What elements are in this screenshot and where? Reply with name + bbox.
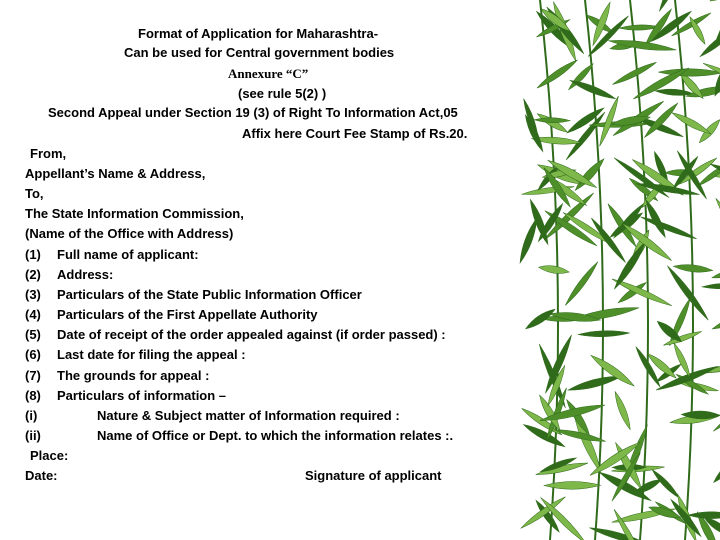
bamboo-leaf — [611, 60, 658, 87]
subitem-text: Name of Office or Dept. to which the information relates :. — [97, 428, 454, 443]
bamboo-leaf — [640, 214, 698, 241]
appellant-name-address: Appellant’s Name & Address, — [25, 166, 206, 181]
item-number: (7) — [25, 368, 41, 383]
item-text: Particulars of the First Appellate Authority — [57, 307, 318, 322]
signature-label: Signature of applicant — [305, 468, 442, 483]
to-label: To, — [25, 186, 44, 201]
item-text: Particulars of the State Public Information Officer — [57, 287, 362, 302]
bamboo-leaf — [578, 330, 630, 337]
from-label: From, — [30, 146, 67, 161]
appeal-heading: Second Appeal under Section 19 (3) of Right To Information Act,05 — [48, 105, 458, 120]
item-number: (1) — [25, 247, 41, 262]
item-number: (3) — [25, 287, 41, 302]
bamboo-leaf — [563, 260, 600, 307]
bamboo-leaf — [708, 0, 720, 4]
item-text: Particulars of information – — [57, 388, 227, 403]
bamboo-leaf — [658, 68, 720, 76]
item-number: (4) — [25, 307, 41, 322]
item-number: (6) — [25, 347, 41, 362]
bamboo-leaf — [711, 452, 720, 485]
item-text: Date of receipt of the order appealed against (if order passed) : — [57, 327, 446, 342]
item-number: (2) — [25, 267, 41, 282]
bamboo-leaf — [702, 283, 720, 290]
date-label: Date: — [25, 468, 58, 483]
bamboo-leaf — [711, 309, 720, 332]
place-label: Place: — [30, 448, 69, 463]
item-number: (5) — [25, 327, 41, 342]
item-number: (8) — [25, 388, 41, 403]
bamboo-leaf — [671, 342, 692, 378]
bamboo-leaf — [656, 0, 692, 13]
item-text: The grounds for appeal : — [57, 368, 210, 383]
commission-name: The State Information Commission, — [25, 206, 244, 221]
subitem-text: Nature & Subject matter of Information required : — [97, 408, 400, 423]
bamboo-leaf — [711, 388, 720, 434]
item-text: Last date for filing the appeal : — [57, 347, 246, 362]
annexure-label: Annexure “C” — [228, 66, 309, 81]
title-line-1: Format of Application for Maharashtra- — [138, 26, 379, 41]
bamboo-leaf — [713, 197, 720, 250]
subitem-number: (ii) — [25, 428, 41, 443]
court-fee-stamp-note: Affix here Court Fee Stamp of Rs.20. — [242, 126, 468, 141]
bamboo-leaf — [665, 264, 711, 322]
bamboo-leaf — [712, 0, 720, 46]
bamboo-leaf — [612, 390, 633, 430]
item-text: Address: — [57, 267, 114, 282]
subitem-number: (i) — [25, 408, 38, 423]
rule-reference: (see rule 5(2) ) — [238, 86, 327, 101]
title-line-2: Can be used for Central government bodies — [124, 45, 395, 60]
bamboo-leaf — [711, 267, 720, 281]
item-text: Full name of applicant: — [57, 247, 199, 262]
office-address: (Name of the Office with Address) — [25, 226, 234, 241]
